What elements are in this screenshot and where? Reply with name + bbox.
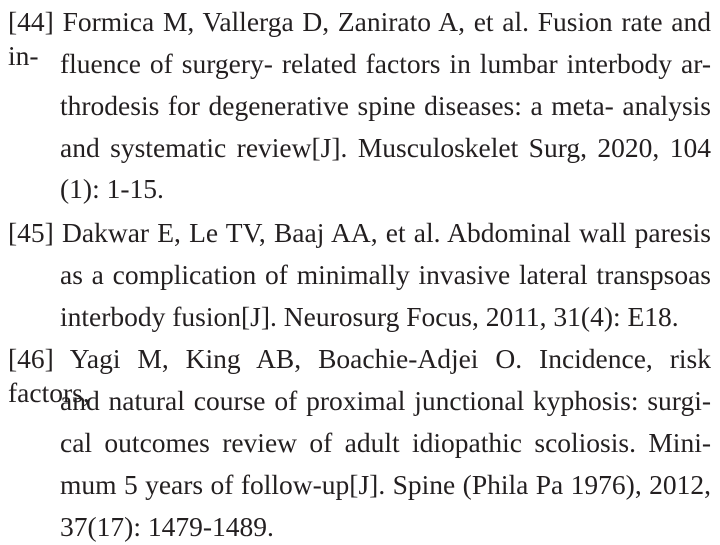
reference-45-line-3: interbody fusion[J]. Neurosurg Focus, 2011, 31(4): E18.: [60, 301, 679, 332]
reference-45-text-line-1: Dakwar E, Le TV, Baaj AA, et al. Abdominal wall paresis: [62, 217, 711, 248]
reference-44-text-line-1: Formica M, Vallerga D, Zanirato A, et al. Fusion rate and in-: [8, 6, 712, 71]
reference-44-line-4: and systematic review[J]. Musculoskelet Surg, 2020, 104: [60, 132, 711, 163]
reference-45-number: [45]: [8, 217, 54, 248]
reference-44-line-2: fluence of surgery- related factors in lumbar interbody ar-: [60, 48, 711, 79]
reference-46-line-3: cal outcomes review of adult idiopathic scoliosis. Mini-: [60, 427, 711, 458]
reference-44-number: [44]: [8, 6, 54, 37]
reference-46-text-line-1: Yagi M, King AB, Boachie-Adjei O. Incidence, risk factors,: [8, 343, 711, 408]
reference-46-number: [46]: [8, 343, 54, 374]
reference-44-line-5: (1): 1-15.: [60, 173, 164, 204]
reference-45-line-1: [8, 216, 711, 250]
reference-46-line-2: and natural course of proximal junctional kyphosis: surgi-: [60, 385, 711, 416]
reference-45-line-2: as a complication of minimally invasive lateral transpsoas: [60, 259, 711, 290]
reference-46-line-4: mum 5 years of follow-up[J]. Spine (Phila Pa 1976), 2012,: [60, 469, 711, 500]
reference-46-line-5: 37(17): 1479-1489.: [60, 511, 274, 542]
reference-44-line-3: throdesis for degenerative spine diseases: a meta- analysis: [60, 90, 711, 121]
